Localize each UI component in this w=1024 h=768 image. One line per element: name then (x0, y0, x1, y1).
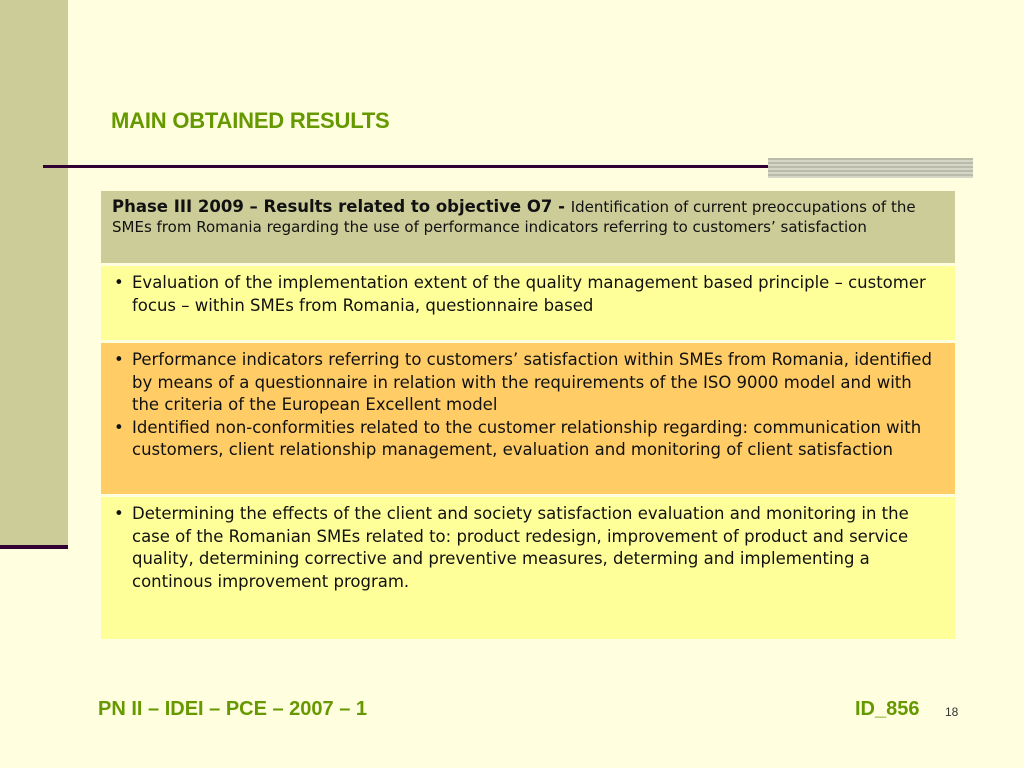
list-item: • Determining the effects of the client and society satisfaction evaluation and monitoring in the case of the Romanian SMEs related to: product redesign, improvement of product and service quality, determining corrective and preventive measures, determing and implementing a continous improvement program. (112, 503, 943, 593)
footer-project-code: PN II – IDEI – PCE – 2007 – 1 (98, 698, 368, 720)
list-item: • Identified non-conformities related to the customer relationship regarding: communication with customers, client relationship management, evaluation and monitoring of client satisfaction (112, 417, 943, 462)
header-description: Identification of current preoccupations of the SMEs from Romania regarding the use of performance indicators referring to customers’ satisfaction (112, 198, 916, 236)
page-number: 18 (945, 705, 959, 719)
title-divider-accent (768, 158, 973, 178)
table-row (101, 497, 955, 639)
list-item: • Performance indicators referring to customers’ satisfaction within SMEs from Romania, identified by means of a questionnaire in relation with the requirements of the ISO 9000 model and with the criteria of the European Excellent model (112, 349, 943, 417)
table-header-cell (101, 191, 955, 263)
table-row (101, 343, 955, 494)
bullet-list (112, 349, 943, 462)
bullet-list (112, 272, 943, 317)
table-row (101, 266, 955, 340)
slide-title: MAIN OBTAINED RESULTS (111, 108, 390, 133)
header-bold-text: Phase III 2009 – Results related to objective O7 - (112, 197, 571, 216)
left-bar-underline (0, 545, 68, 549)
list-item: • Evaluation of the implementation extent of the quality management based principle – customer focus – within SMEs from Romania, questionnaire based (112, 272, 943, 317)
bullet-list (112, 503, 943, 593)
footer-project-id: ID_856 (855, 698, 920, 720)
left-decorative-bar (0, 0, 68, 545)
